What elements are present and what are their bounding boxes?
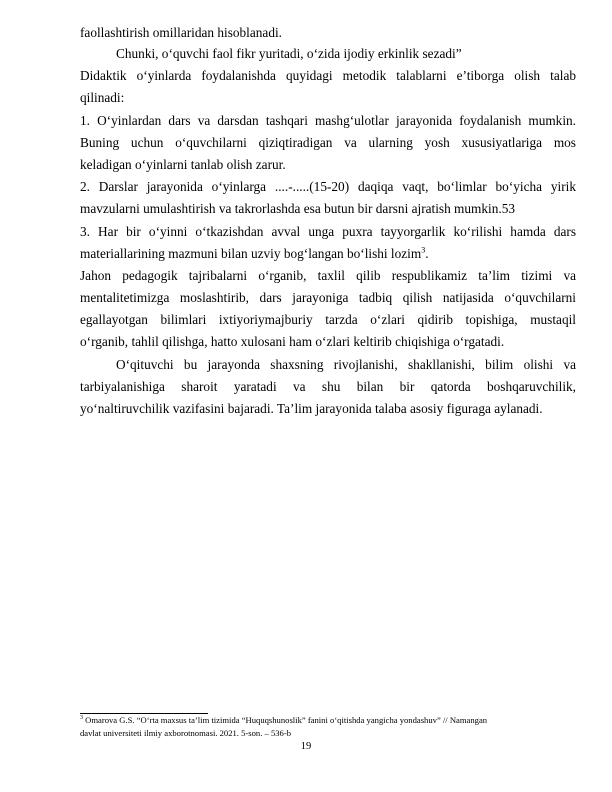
footnote-text: Omarova G.S. “O‘rta maxsus ta’lim tizimida “Huquqshunoslik” fanini o‘qitishda yangicha yondashuv” // Namangan: [83, 715, 488, 725]
footnote-reference: 3: [421, 245, 426, 255]
text-line: 3. Har bir o‘yinni o‘tkazishdan avval unga puxra tayyorgarlik ko‘rilishi hamda dars: [80, 224, 576, 239]
text-line: Didaktik o‘yinlarda foydalanishda quyidagi metodik talablarni e’tiborga olish talab: [80, 68, 576, 83]
text-line: Buning uchun o‘quvchilarni qiziqtiradigan va ularning yosh xususiyatlariga mos: [80, 135, 576, 150]
text-line: mavzularni umulashtirish va takrorlashda esa butun bir darsni ajratish mumkin.53: [80, 201, 516, 216]
text-line: faollashtirish omillaridan hisoblanadi.: [80, 25, 282, 40]
footnote-marker: 3: [80, 715, 83, 722]
footnote-line: davlat universiteti ilmiy axborotnomasi. 2021. 5-son. – 536-b: [80, 728, 291, 738]
text-line: keladigan o‘yinlarni tanlab olish zarur.: [80, 157, 286, 172]
text-line: mentalitetimizga moslashtirib, dars jarayoniga tadbiq qilish natijasida o‘quvchilarni: [80, 290, 576, 305]
text-line: 1. O‘yinlardan dars va darsdan tashqari mashg‘ulotlar jarayonida foydalanish mumkin.: [80, 113, 576, 128]
text-line-content: materiallarining mazmuni bilan uzviy bog‘langan bo‘lishi lozim: [80, 246, 422, 261]
footnote-line: [80, 715, 560, 726]
text-line: Jahon pedagogik tajribalarni o‘rganib, taxlil qilib respublikamiz ta’lim tizimi va: [80, 268, 576, 283]
text-line: 2. Darslar jarayonida o‘yinlarga ....-.....(15-20) daqiqa vaqt, bo‘limlar bo‘yicha yirik: [80, 179, 576, 194]
text-line: O‘qituvchi bu jarayonda shaxsning rivojlanishi, shakllanishi, bilim olishi va: [116, 357, 576, 372]
footnote-separator: [80, 713, 208, 714]
text-line: o‘rganib, tahlil qilishga, hatto xulosani ham o‘zlari keltirib chiqishiga o‘rgatadi.: [80, 334, 505, 349]
page-number: 19: [300, 741, 312, 752]
text-line: yo‘naltiruvchilik vazifasini bajaradi. Ta’lim jarayonida talaba asosiy figuraga aylanadi.: [80, 401, 543, 416]
period: .: [425, 246, 429, 261]
text-line: qilinadi:: [80, 90, 125, 105]
text-line: [80, 246, 576, 262]
text-line: tarbiyalanishiga sharoit yaratadi va shu bilan bir qatorda boshqaruvchilik,: [80, 379, 576, 394]
text-line: egallayotgan bilimlari ixtiyoriymajburiy tarzda o‘zlari qidirib topishiga, mustaqil: [80, 312, 576, 327]
text-line: Chunki, o‘quvchi faol fikr yuritadi, o‘zida ijodiy erkinlik sezadi”: [116, 46, 462, 61]
